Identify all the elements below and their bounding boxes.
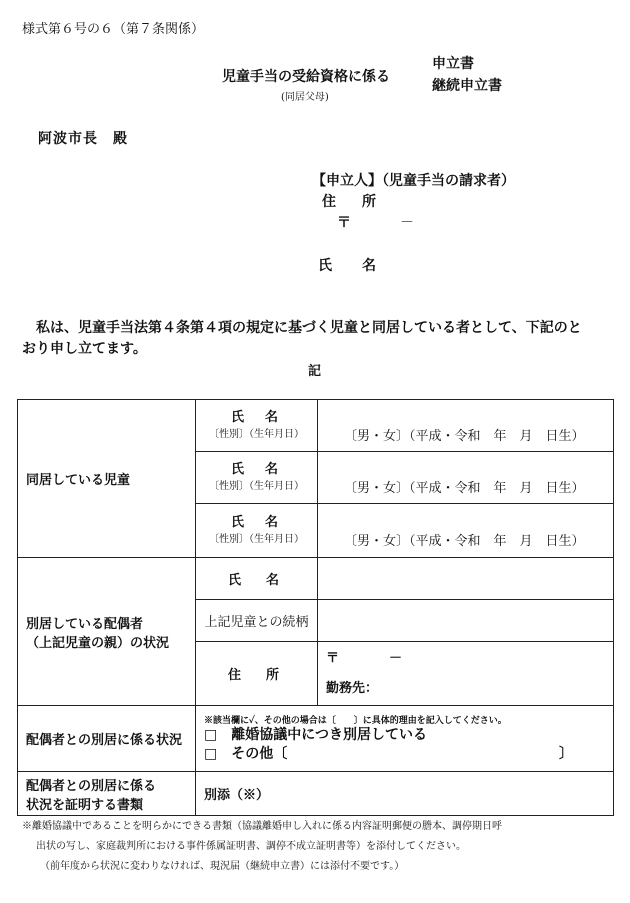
footnote: [22, 817, 622, 877]
document-title: 児童手当の受給資格に係る: [222, 69, 390, 85]
title-option-application: 申立書: [432, 56, 474, 72]
table-row: [18, 558, 614, 600]
spouse-name-field[interactable]: [318, 558, 614, 600]
spouse-relation-label: 上記児童との続柄: [196, 600, 318, 642]
proof-value: 別添（※）: [196, 772, 614, 816]
spouse-category-line1: 別居している配偶者: [26, 616, 144, 632]
applicant-address-label: 住 所: [322, 194, 382, 210]
separation-note: ※該当欄に✓、その他の場合は〔 〕に具体的理由を記入してください。: [204, 716, 507, 726]
child-3-gender-dob-field[interactable]: 〔男・女〕（平成・令和 年 月 日生）: [318, 504, 614, 558]
child-name-label: 氏 名: [230, 409, 282, 425]
table-row: [18, 400, 614, 452]
child-gender-dob-label: 〔性別〕（生年月日）: [209, 533, 304, 545]
spouse-name-label: 氏 名: [196, 558, 318, 600]
statement-text: 私は、児童手当法第４条第４項の規定に基づく児童と同居している者として、下記のとおり申し立てます。: [22, 320, 582, 357]
spouse-zip-mark: 〒: [326, 650, 340, 666]
applicant-name-label: 氏 名: [318, 258, 384, 274]
footnote-line1: ※離婚協議中であることを明らかにできる書類（協議離婚申し入れに係る内容証明郵便の謄本、調停期日呼: [22, 821, 502, 832]
spouse-address-label: 住 所: [196, 642, 318, 706]
applicant-header: 【申立人】（児童手当の請求者）: [312, 173, 515, 189]
proof-category-line1: 配偶者との別居に係る: [26, 778, 157, 794]
child-label-cell: [196, 504, 318, 558]
child-2-gender-dob-field[interactable]: 〔男・女〕（平成・令和 年 月 日生）: [318, 452, 614, 504]
proof-category: [18, 772, 196, 816]
spouse-workplace-label: 勤務先：: [326, 680, 379, 696]
other-reason-label: □ その他〔: [204, 746, 288, 762]
spouse-zip-dash: －: [389, 650, 403, 666]
child-name-label: 氏 名: [230, 461, 282, 477]
separation-options-cell: [196, 706, 614, 772]
child-1-gender-dob-field[interactable]: 〔男・女〕（平成・令和 年 月 日生）: [318, 400, 614, 452]
other-reason-checkbox[interactable]: [196, 745, 613, 764]
child-name-label: 氏 名: [230, 514, 282, 530]
document-subtitle: (同居父母): [281, 92, 329, 103]
child-label-cell: [196, 400, 318, 452]
ki-heading: 記: [308, 364, 322, 379]
divorce-negotiation-checkbox[interactable]: □ 離婚協議中につき別居している: [204, 727, 427, 743]
table-row: [18, 772, 614, 816]
footnote-line2: 出状の写し、家庭裁判所における事件係属証明書、調停不成立証明書等）を添付してください。: [36, 841, 466, 852]
addressee: 阿波市長 殿: [38, 131, 128, 147]
spouse-category-line2: （上記児童の親）の状況: [26, 635, 170, 651]
spouse-category: [18, 558, 196, 706]
applicant-zip-dash: －: [400, 215, 414, 231]
cohabiting-children-category: 同居している児童: [18, 400, 196, 558]
spouse-relation-field[interactable]: [318, 600, 614, 642]
proof-category-line2: 状況を証明する書類: [26, 797, 144, 813]
title-option-continuation: 継続申立書: [432, 78, 502, 94]
footnote-line3: （前年度から状況に変わりなければ、現況届（継続申立書）には添付不要です。）: [40, 861, 405, 872]
table-row: [18, 706, 614, 772]
other-reason-bracket-end: 〕: [559, 746, 573, 762]
child-label-cell: [196, 452, 318, 504]
spouse-address-field[interactable]: [318, 642, 614, 706]
form-number: 様式第６号の６（第７条関係）: [22, 22, 205, 37]
child-gender-dob-label: 〔性別〕（生年月日）: [209, 480, 304, 492]
separation-category: 配偶者との別居に係る状況: [18, 706, 196, 772]
child-gender-dob-label: 〔性別〕（生年月日）: [209, 428, 304, 440]
applicant-zip-mark: 〒: [337, 215, 351, 231]
application-table: [17, 399, 614, 816]
